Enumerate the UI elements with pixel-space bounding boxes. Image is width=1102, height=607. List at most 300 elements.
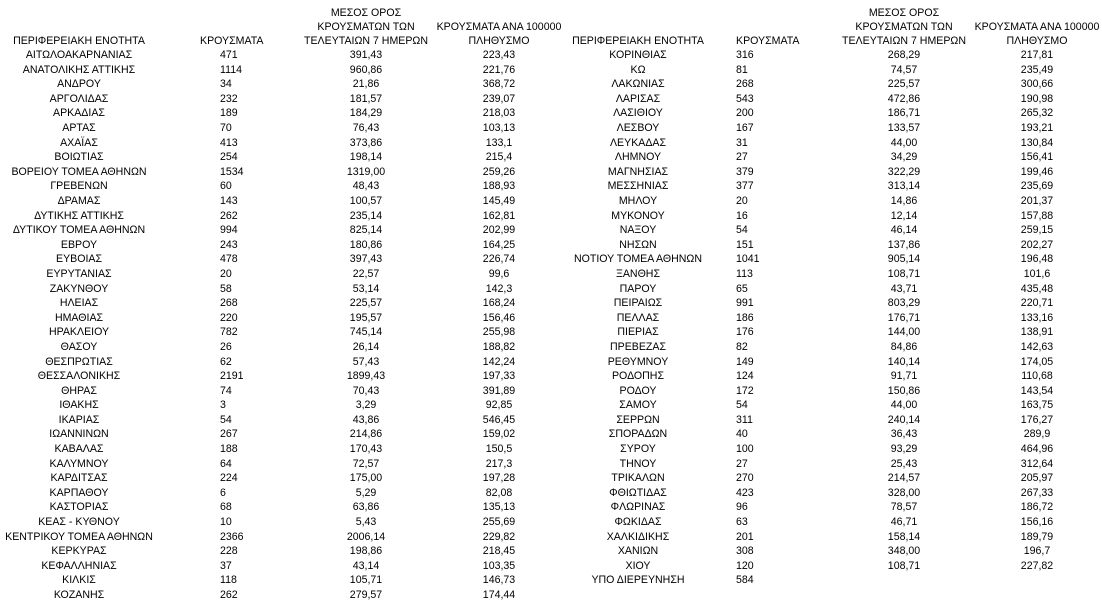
avg7-cell: 1319,00 [346,165,386,178]
per100k-cell: 135,13 [482,501,516,514]
per100k-cell: 82,08 [485,486,513,499]
table-row [0,48,564,63]
table-row [560,296,1102,311]
table-row [560,457,1102,472]
avg7-cell: 46,71 [890,516,918,529]
avg7-cell: 46,14 [890,224,918,237]
table-row [0,500,564,515]
avg7-cell: 140,14 [887,355,921,368]
table-row [0,63,564,78]
per100k-cell: 300,66 [1020,78,1054,91]
avg7-cell: 5,29 [355,486,377,499]
avg7-cell: 108,71 [887,267,921,280]
table-row [0,92,564,107]
table-row [560,136,1102,151]
cases-cell: 232 [220,92,238,105]
region-cell: ΣΑΜΟΥ [619,399,657,412]
avg7-cell: 348,00 [887,545,921,558]
cases-cell: 37 [220,559,232,572]
avg7-cell: 2006,14 [346,530,386,543]
per100k-cell: 221,76 [482,63,516,76]
per100k-cell: 255,69 [482,516,516,529]
table-row [560,267,1102,282]
per100k-cell: 267,33 [1020,486,1054,499]
cases-cell: 120 [736,559,754,572]
per100k-cell: 223,43 [482,49,516,62]
avg7-cell: 137,86 [887,238,921,251]
region-cell: ΣΥΡΟΥ [620,443,656,456]
region-cell: ΜΕΣΣΗΝΙΑΣ [607,180,669,193]
avg7-cell: 195,57 [349,311,383,324]
cases-cell: 188 [220,443,238,456]
cases-cell: 143 [220,194,238,207]
header-per100k: ΚΡΟΥΣΜΑΤΑ ΑΝΑ 100000 ΠΛΗΘΥΣΜΟ [974,21,1100,47]
header-cases: ΚΡΟΥΣΜΑΤΑ [736,35,800,47]
table-row [0,77,564,92]
table-row [0,252,564,267]
region-cell: ΝΟΤΙΟΥ ΤΟΜΕΑ ΑΘΗΝΩΝ [573,253,703,266]
table-row [560,515,1102,530]
right-table-body [560,48,1102,588]
table-row [0,398,564,413]
avg7-cell: 960,86 [349,63,383,76]
per100k-cell: 163,75 [1020,399,1054,412]
avg7-cell: 12,14 [890,209,918,222]
region-cell: ΘΑΣΟΥ [60,340,98,353]
cases-cell: 113 [736,267,753,280]
region-cell: ΚΕΑΣ - ΚΥΘΝΟΥ [38,516,120,529]
table-row [560,77,1102,92]
per100k-cell: 255,98 [482,326,516,339]
region-cell: ΗΜΑΘΙΑΣ [54,311,104,324]
header-region: ΠΕΡΙΦΕΡΕΙΑΚΗ ΕΝΟΤΗΤΑ [13,35,145,47]
cases-cell: 1041 [736,253,760,266]
avg7-cell: 328,00 [887,486,921,499]
per100k-cell: 174,44 [482,589,516,602]
region-cell: ΚΕΡΚΥΡΑΣ [51,545,107,558]
avg7-cell: 214,86 [349,428,383,441]
per100k-cell: 235,49 [1020,63,1054,76]
cases-cell: 58 [220,282,232,295]
cases-cell: 228 [220,545,238,558]
table-row [0,354,564,369]
per100k-cell: 133,16 [1020,311,1054,324]
avg7-cell: 225,57 [887,78,921,91]
per100k-cell: 289,9 [1023,428,1051,441]
region-cell: ΧΑΝΙΩΝ [617,545,659,558]
avg7-cell: 158,14 [887,530,921,543]
header-avg7: ΜΕΣΟΣ ΟΡΟΣ ΚΡΟΥΣΜΑΤΩΝ ΤΩΝ ΤΕΛΕΥΤΑΙΩΝ 7 ΗΜΕΡΩΝ [304,7,428,47]
region-cell: ΙΚΑΡΙΑΣ [58,413,100,426]
table-row [0,179,564,194]
cases-cell: 68 [220,501,232,514]
avg7-cell: 198,14 [349,151,383,164]
per100k-cell: 435,48 [1020,282,1054,295]
cases-cell: 262 [220,589,238,602]
region-cell: ΚΙΛΚΙΣ [62,574,96,587]
cases-cell: 34 [220,78,232,91]
cases-cell: 124 [736,370,754,383]
per100k-cell: 157,88 [1020,209,1054,222]
region-cell: ΝΑΞΟΥ [619,224,657,237]
avg7-cell: 34,29 [890,151,918,164]
cases-cell: 3 [220,399,226,412]
cases-cell: 26 [220,340,232,353]
table-row [560,573,1102,588]
per100k-cell: 229,82 [482,530,516,543]
table-row [0,486,564,501]
right-data-table [560,4,1102,588]
cases-cell: 584 [736,574,754,587]
table-row [560,384,1102,399]
avg7-cell: 108,71 [887,559,921,572]
region-cell: ΛΕΥΚΑΔΑΣ [609,136,667,149]
avg7-cell: 240,14 [887,413,921,426]
avg7-cell: 322,29 [887,165,921,178]
region-cell: ΚΑΣΤΟΡΙΑΣ [49,501,109,514]
region-cell: ΘΕΣΣΑΛΟΝΙΚΗΣ [37,370,121,383]
table-row [560,427,1102,442]
avg7-cell: 91,71 [890,370,918,383]
cases-cell: 270 [736,472,754,485]
region-cell: ΜΗΛΟΥ [618,194,658,207]
table-row [0,471,564,486]
table-row [0,442,564,457]
cases-cell: 167 [736,122,754,135]
table-row [560,544,1102,559]
table-row [0,136,564,151]
per100k-cell: 217,3 [485,457,513,470]
per100k-cell: 146,73 [482,574,516,587]
avg7-cell: 279,57 [349,589,383,602]
table-row [0,340,564,355]
cases-cell: 1114 [220,63,242,76]
region-cell: ΑΡΤΑΣ [62,122,96,135]
header-cases: ΚΡΟΥΣΜΑΤΑ [200,35,264,47]
per100k-cell: 186,72 [1020,501,1054,514]
region-cell: ΛΑΣΙΘΙΟΥ [613,107,663,120]
table-row [560,500,1102,515]
table-row [0,588,564,603]
table-row [560,340,1102,355]
cases-cell: 478 [220,253,238,266]
avg7-cell: 48,43 [352,180,380,193]
avg7-cell: 84,86 [890,340,918,353]
region-cell: ΔΥΤΙΚΗΣ ΑΤΤΙΚΗΣ [34,209,124,222]
table-row [0,559,564,574]
avg7-cell: 313,14 [887,180,921,193]
per100k-cell: 190,98 [1020,92,1054,105]
region-cell: ΕΥΒΟΙΑΣ [56,253,102,266]
table-row [0,384,564,399]
table-row [560,442,1102,457]
cases-cell: 268 [736,78,754,91]
avg7-cell: 905,14 [887,253,921,266]
region-cell: ΚΑΡΔΙΤΣΑΣ [50,472,108,485]
avg7-cell: 803,29 [887,297,921,310]
avg7-cell: 53,14 [352,282,380,295]
header-avg7: ΜΕΣΟΣ ΟΡΟΣ ΚΡΟΥΣΜΑΤΩΝ ΤΩΝ ΤΕΛΕΥΤΑΙΩΝ 7 ΗΜΕΡΩΝ [842,7,966,47]
cases-cell: 16 [736,209,748,222]
region-cell: ΜΑΓΝΗΣΙΑΣ [607,165,669,178]
avg7-cell: 198,86 [349,545,383,558]
cases-cell: 100 [736,443,754,456]
per100k-cell: 259,26 [482,165,516,178]
per100k-cell: 218,45 [482,545,516,558]
avg7-cell: 43,86 [352,413,380,426]
region-cell: ΞΑΝΘΗΣ [615,267,661,280]
cases-cell: 2191 [220,370,244,383]
per100k-cell: 142,63 [1020,340,1054,353]
avg7-cell: 180,86 [349,238,383,251]
table-row [0,457,564,472]
table-header-row [560,4,1102,48]
avg7-cell: 225,57 [349,297,383,310]
per100k-cell: 391,89 [482,384,516,397]
avg7-cell: 186,71 [887,107,921,120]
avg7-cell: 72,57 [352,457,380,470]
avg7-cell: 93,29 [890,443,918,456]
region-cell: ΤΡΙΚΑΛΩΝ [611,472,665,485]
region-cell: ΖΑΚΥΝΘΟΥ [49,282,109,295]
left-data-table [0,4,564,603]
table-row [560,194,1102,209]
table-row [560,209,1102,224]
region-cell: ΚΟΖΑΝΗΣ [53,589,105,602]
per100k-cell: 546,45 [482,413,516,426]
table-row [0,150,564,165]
cases-cell: 994 [220,224,238,237]
table-row [0,282,564,297]
region-cell: ΤΗΝΟΥ [619,457,657,470]
table-row [560,63,1102,78]
cases-cell: 149 [736,355,754,368]
region-cell: ΔΡΑΜΑΣ [57,194,101,207]
cases-cell: 254 [220,151,238,164]
cases-cell: 20 [736,194,748,207]
per100k-cell: 202,99 [482,224,516,237]
per100k-cell: 205,97 [1020,472,1054,485]
avg7-cell: 181,57 [349,92,383,105]
table-row [0,544,564,559]
cases-cell: 54 [736,399,748,412]
table-row [0,223,564,238]
cases-cell: 201 [736,530,754,543]
avg7-cell: 100,57 [349,194,383,207]
avg7-cell: 150,86 [887,384,921,397]
per100k-cell: 156,41 [1020,151,1054,164]
cases-cell: 267 [220,428,238,441]
per100k-cell: 239,07 [482,92,516,105]
table-row [560,311,1102,326]
header-per100k: ΚΡΟΥΣΜΑΤΑ ΑΝΑ 100000 ΠΛΗΘΥΣΜΟ [436,21,562,47]
per100k-cell: 193,21 [1020,122,1054,135]
table-row [560,150,1102,165]
cases-cell: 268 [220,297,238,310]
avg7-cell: 268,29 [887,49,921,62]
region-cell: ΦΩΚΙΔΑΣ [614,516,662,529]
per100k-cell: 201,37 [1020,194,1054,207]
per100k-cell: 133,1 [485,136,513,149]
avg7-cell: 391,43 [349,49,383,62]
per100k-cell: 143,54 [1020,384,1054,397]
per100k-cell: 162,81 [482,209,516,222]
avg7-cell: 105,71 [349,574,383,587]
avg7-cell: 74,57 [890,63,918,76]
per100k-cell: 164,25 [482,238,516,251]
region-cell: ΛΑΡΙΣΑΣ [615,92,661,105]
cases-cell: 70 [220,122,232,135]
region-cell: ΑΝΔΡΟΥ [57,78,101,91]
table-row [560,486,1102,501]
per100k-cell: 142,3 [485,282,513,295]
per100k-cell: 197,28 [482,472,516,485]
region-cell: ΚΑΛΥΜΝΟΥ [49,457,109,470]
avg7-cell: 14,86 [890,194,918,207]
region-cell: ΠΕΙΡΑΙΩΣ [613,297,663,310]
per100k-cell: 176,27 [1020,413,1054,426]
avg7-cell: 43,71 [890,282,918,295]
per100k-cell: 103,13 [482,122,516,135]
avg7-cell: 25,43 [890,457,918,470]
avg7-cell: 472,86 [887,92,921,105]
per100k-cell: 159,02 [482,428,516,441]
avg7-cell: 745,14 [349,326,383,339]
table-row [0,267,564,282]
table-row [0,209,564,224]
avg7-cell: 44,00 [890,399,918,412]
cases-cell: 10 [220,516,232,529]
table-row [0,296,564,311]
cases-cell: 189 [220,107,238,120]
region-cell: ΛΗΜΝΟΥ [614,151,662,164]
region-cell: ΑΧΑΪΑΣ [60,136,98,149]
region-cell: ΧΙΟΥ [625,559,651,572]
table-row [560,223,1102,238]
cases-cell: 543 [736,92,754,105]
cases-cell: 186 [736,311,754,324]
per100k-cell: 188,93 [482,180,516,193]
table-row [560,282,1102,297]
per100k-cell: 145,49 [482,194,516,207]
per100k-cell: 196,48 [1020,253,1054,266]
avg7-cell: 170,43 [349,443,383,456]
cases-cell: 60 [220,180,232,193]
avg7-cell: 70,43 [352,384,380,397]
per100k-cell: 103,35 [482,559,516,572]
table-row [560,92,1102,107]
region-cell: ΧΑΛΚΙΔΙΚΗΣ [606,530,670,543]
per100k-cell: 202,27 [1020,238,1054,251]
per100k-cell: 168,24 [482,297,516,310]
region-cell: ΡΟΔΟΥ [619,384,657,397]
table-row [560,165,1102,180]
per100k-cell: 199,46 [1020,165,1054,178]
avg7-cell: 76,43 [352,122,380,135]
table-row [560,369,1102,384]
per100k-cell: 156,16 [1020,516,1054,529]
cases-cell: 377 [736,180,754,193]
cases-cell: 65 [736,282,748,295]
table-row [0,515,564,530]
per100k-cell: 138,91 [1020,326,1054,339]
region-cell: ΔΥΤΙΚΟΥ ΤΟΜΕΑ ΑΘΗΝΩΝ [12,224,146,237]
cases-cell: 27 [736,151,748,164]
region-cell: ΚΩ [630,63,646,76]
region-cell: ΘΕΣΠΡΩΤΙΑΣ [45,355,113,368]
avg7-cell: 825,14 [349,224,383,237]
per100k-cell: 150,5 [485,443,513,456]
per100k-cell: 312,64 [1020,457,1054,470]
per100k-cell: 220,71 [1020,297,1054,310]
cases-cell: 379 [736,165,754,178]
table-row [560,48,1102,63]
avg7-cell: 57,43 [352,355,380,368]
region-cell: ΠΡΕΒΕΖΑΣ [610,340,666,353]
table-row [560,106,1102,121]
avg7-cell: 44,00 [890,136,918,149]
avg7-cell: 1899,43 [346,370,386,383]
region-cell: ΑΙΤΩΛΟΑΚΑΡΝΑΝΙΑΣ [25,49,133,62]
avg7-cell: 78,57 [890,501,918,514]
region-cell: ΛΕΣΒΟΥ [616,122,660,135]
cases-cell: 62 [220,355,232,368]
table-row [0,325,564,340]
region-cell: ΑΝΑΤΟΛΙΚΗΣ ΑΤΤΙΚΗΣ [22,63,136,76]
cases-cell: 413 [220,136,238,149]
table-row [560,179,1102,194]
region-cell: ΠΕΛΛΑΣ [616,311,660,324]
region-cell: ΓΡΕΒΕΝΩΝ [50,180,108,193]
table-row [0,121,564,136]
per100k-cell: 110,68 [1021,370,1053,383]
table-row [0,165,564,180]
table-row [0,194,564,209]
region-cell: ΝΗΣΩΝ [619,238,657,251]
cases-cell: 243 [220,238,238,251]
cases-cell: 172 [736,384,754,397]
table-row [560,559,1102,574]
region-cell: ΕΒΡΟΥ [60,238,98,251]
per100k-cell: 101,6 [1023,267,1051,280]
region-cell: ΜΥΚΟΝΟΥ [611,209,665,222]
region-cell: ΣΕΡΡΩΝ [616,413,660,426]
avg7-cell: 176,71 [887,311,921,324]
cases-cell: 6 [220,486,226,499]
region-cell: ΚΑΡΠΑΘΟΥ [49,486,109,499]
table-row [560,354,1102,369]
cases-cell: 224 [220,472,238,485]
region-cell: ΗΡΑΚΛΕΙΟΥ [48,326,110,339]
region-cell: ΣΠΟΡΑΔΩΝ [608,428,668,441]
table-row [0,369,564,384]
cases-cell: 1534 [220,165,244,178]
cases-cell: 64 [220,457,232,470]
avg7-cell: 43,14 [352,559,380,572]
cases-cell: 96 [736,501,748,514]
per100k-cell: 142,24 [482,355,516,368]
cases-cell: 308 [736,545,754,558]
avg7-cell: 214,57 [887,472,921,485]
cases-cell: 118 [220,574,237,587]
cases-cell: 151 [736,238,754,251]
cases-cell: 991 [736,297,754,310]
region-cell: ΒΟΡΕΙΟΥ ΤΟΜΕΑ ΑΘΗΝΩΝ [11,165,147,178]
per100k-cell: 99,6 [488,267,510,280]
left-table-body [0,48,564,603]
avg7-cell: 133,57 [887,122,921,135]
cases-cell: 31 [736,136,748,149]
